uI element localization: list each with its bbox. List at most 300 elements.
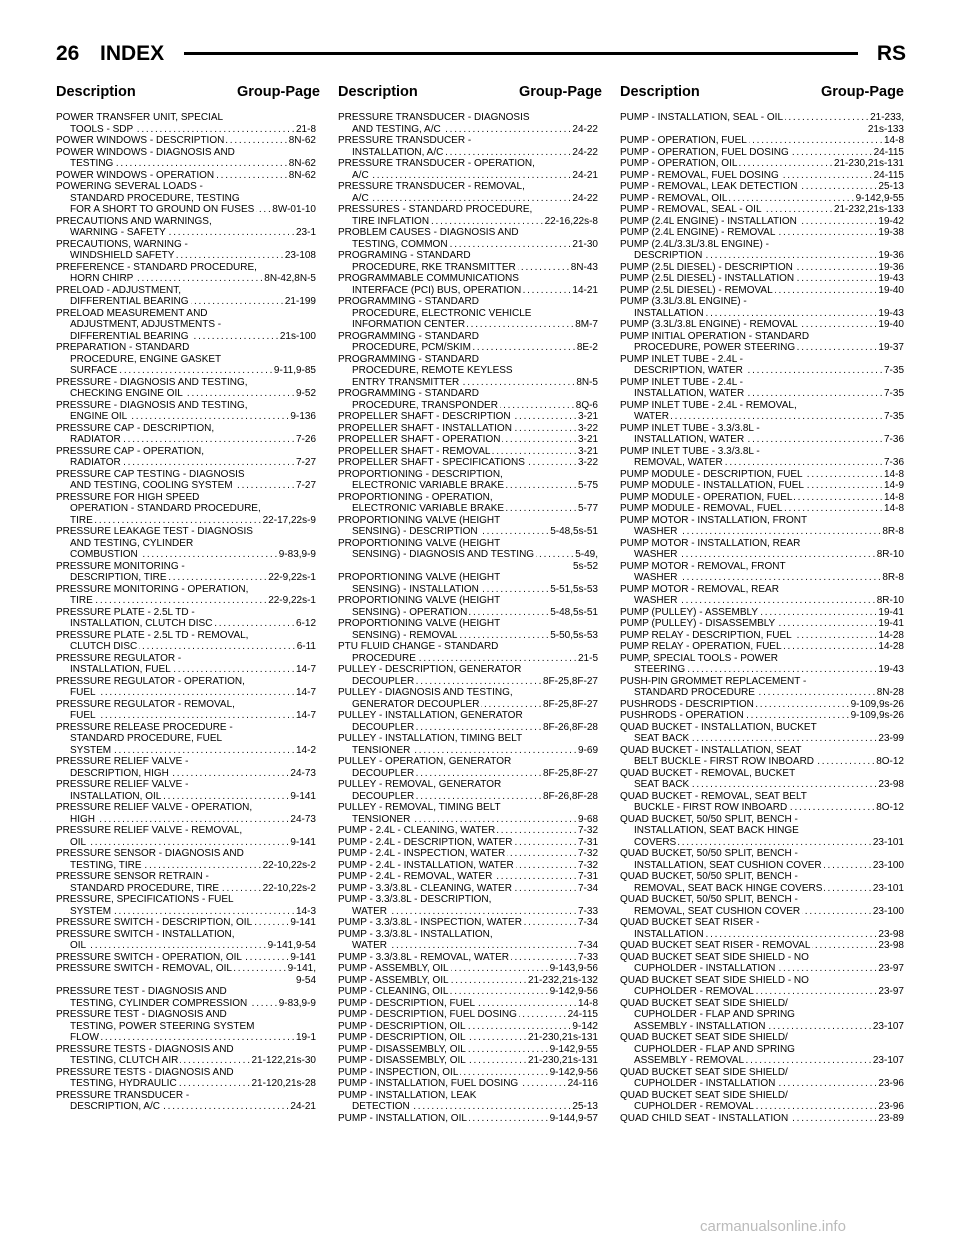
column-header-1 xyxy=(56,84,320,104)
entry-page-ref: 23-1 xyxy=(295,227,316,238)
entry-text: OIL xyxy=(70,836,87,848)
entry-text: PUSHRODS - DESCRIPTION xyxy=(620,698,754,710)
entry-text: ASSEMBLY - INSTALLATION xyxy=(634,1020,766,1032)
index-entry xyxy=(620,1113,904,1125)
entry-text: PROPORTIONING VALVE (HEIGHT xyxy=(338,595,501,606)
entry-page-ref: 5-48,5s-51 xyxy=(550,526,598,537)
dot-leader xyxy=(226,135,286,147)
entry-text: PUMP INLET TUBE - 3.3/3.8L - xyxy=(620,422,760,434)
page-title: INDEX xyxy=(100,42,165,65)
entry-page-ref: 21-230,21s-131 xyxy=(527,1032,598,1043)
entry-text: PULLEY - INSTALLATION, GENERATOR xyxy=(338,710,523,721)
entry-text: DECOUPLER xyxy=(352,767,415,779)
entry-text: DESCRIPTION, TIRE xyxy=(70,572,167,583)
entry-text: ENTRY TRANSMITTER xyxy=(352,376,460,388)
entry-text: PUMP - OPERATION, FUEL xyxy=(620,135,747,146)
entry-page-ref: 23-101 xyxy=(872,836,904,848)
entry-text: PROGRAMING - STANDARD xyxy=(338,250,471,261)
entry-page-ref: 8R-10 xyxy=(876,595,904,606)
entry-page-ref: 19-43 xyxy=(878,664,904,675)
entry-page-ref: 23-96 xyxy=(878,1078,904,1089)
dot-leader xyxy=(502,434,576,446)
dot-leader xyxy=(416,768,541,780)
entry-text: INSTALLATION, SEAT CUSHION COVER xyxy=(634,859,822,871)
entry-page-ref: 19-36 xyxy=(878,250,904,261)
dot-leader xyxy=(805,469,882,481)
index-entry xyxy=(338,837,598,849)
dot-leader xyxy=(180,1055,249,1067)
entry-text: PRESSURES - STANDARD PROCEDURE, xyxy=(338,204,533,215)
dot-leader xyxy=(777,618,876,630)
index-entry xyxy=(620,181,904,193)
index-entry xyxy=(620,331,904,354)
entry-page-ref: 19-38 xyxy=(878,227,904,238)
index-entry xyxy=(620,710,904,722)
index-entry xyxy=(620,492,904,504)
entry-text: PRESSURE TRANSDUCER - DIAGNOSIS xyxy=(338,112,530,123)
index-entry xyxy=(56,1009,316,1044)
index-entry xyxy=(338,515,598,538)
index-entry xyxy=(338,492,598,515)
entry-text: PROPELLER SHAFT - DESCRIPTION xyxy=(338,411,511,422)
dot-leader xyxy=(412,745,576,757)
dot-leader xyxy=(477,998,576,1010)
index-entry xyxy=(620,1090,904,1113)
entry-text: PROPORTIONING - DESCRIPTION, xyxy=(338,468,503,480)
entry-text: STANDARD PROCEDURE, FUEL xyxy=(70,733,223,744)
index-entry xyxy=(56,825,316,848)
column-header-group-page: Group-Page xyxy=(821,84,904,100)
entry-text: TOOLS - SDP xyxy=(70,123,134,135)
dot-leader xyxy=(756,1101,877,1113)
dot-leader xyxy=(249,998,277,1010)
entry-page-ref: 14-8 xyxy=(883,468,904,480)
index-entry xyxy=(56,216,316,239)
entry-text: PUMP (2.5L DIESEL) - REMOVAL xyxy=(620,284,773,296)
page-header xyxy=(56,40,906,76)
dot-leader xyxy=(234,963,286,975)
entry-page-ref: 7-26 xyxy=(295,434,316,445)
index-entry xyxy=(620,480,904,492)
entry-text: REMOVAL, WATER xyxy=(634,457,723,468)
entry-page-ref-continued: 9-54 xyxy=(295,974,316,986)
dot-leader xyxy=(784,503,882,515)
entry-text: PRESSURE RELIEF VALVE - xyxy=(56,779,189,790)
index-entry xyxy=(56,469,316,492)
entry-page-ref: 9-52 xyxy=(295,388,316,399)
entry-page-ref: 8F-26,8F-28 xyxy=(542,790,598,802)
entry-text: QUAD BUCKET SEAT SIDE SHIELD - NO xyxy=(620,974,809,986)
entry-page-ref: 24-115 xyxy=(873,169,904,181)
index-entry xyxy=(56,342,316,377)
entry-text: PUMP - OPERATION, OIL xyxy=(620,158,738,169)
entry-text: FOR A SHORT TO GROUND ON FUSES xyxy=(70,204,255,215)
entry-text: INSTALLATION, WATER xyxy=(634,434,745,445)
index-entry xyxy=(620,503,904,515)
entry-text: PUMP - REMOVAL, SEAL - OIL xyxy=(620,204,762,215)
entry-text: PROGRAMMING - STANDARD xyxy=(338,330,479,342)
entry-page-ref: 24-115 xyxy=(873,146,904,158)
entry-text: DETECTION xyxy=(352,1101,410,1112)
entry-page-ref: 23-100 xyxy=(872,859,904,871)
entry-page-ref: 8M-7 xyxy=(575,319,598,330)
index-entry xyxy=(338,802,598,825)
dot-leader xyxy=(191,296,283,308)
entry-page-ref: 7-34 xyxy=(577,882,598,894)
entry-text: INSTALLATION, A/C xyxy=(352,146,444,158)
entry-text: TESTING, POWER STEERING SYSTEM xyxy=(70,1020,255,1032)
entry-text: CLUTCH DISC xyxy=(70,641,138,652)
entry-text: QUAD BUCKET, 50/50 SPLIT, BENCH - xyxy=(620,848,798,859)
index-entry xyxy=(338,1044,598,1056)
dot-leader xyxy=(749,135,882,147)
index-entry xyxy=(338,952,598,964)
entry-text: PUMP - DESCRIPTION, OIL xyxy=(338,1020,466,1032)
dot-leader xyxy=(516,860,576,872)
index-entry xyxy=(56,676,316,699)
entry-page-ref: 24-73 xyxy=(290,767,316,779)
entry-text: PRESSURE TESTS - DIAGNOSIS AND xyxy=(56,1043,234,1055)
index-entry xyxy=(620,653,904,676)
entry-page-ref: 21-8 xyxy=(295,123,316,135)
entry-text: PUMP MODULE - REMOVAL, FUEL xyxy=(620,503,783,514)
entry-text: PUMP (2.4L/3.3L/3.8L ENGINE) - xyxy=(620,238,769,250)
entry-page-ref: 21-5 xyxy=(577,652,598,664)
index-entry xyxy=(338,158,598,181)
entry-page-ref: 24-22 xyxy=(572,123,598,135)
dot-leader xyxy=(144,860,261,872)
entry-text: PROCEDURE, TRANSPONDER xyxy=(352,399,498,411)
dot-leader xyxy=(775,285,877,297)
dot-leader xyxy=(445,147,570,159)
entry-text: PRESSURE REGULATOR - REMOVAL, xyxy=(56,698,235,710)
index-entry xyxy=(56,170,316,182)
index-entry xyxy=(56,699,316,722)
index-entry xyxy=(620,917,904,940)
entry-text: SENSING) - DIAGNOSIS AND TESTING xyxy=(352,549,535,560)
entry-text: TESTING, COMMON xyxy=(352,238,448,250)
entry-page-ref: 19-43 xyxy=(878,307,904,319)
entry-text: PUMP - ASSEMBLY, OIL xyxy=(338,974,449,986)
entry-page-ref: 7-34 xyxy=(577,940,598,951)
index-entry xyxy=(338,871,598,883)
entry-text: DESCRIPTION xyxy=(634,250,703,261)
entry-page-ref: 8F-26,8F-28 xyxy=(542,721,598,733)
dot-leader xyxy=(746,710,849,722)
index-entry xyxy=(620,618,904,630)
entry-page-ref: 9-144,9-57 xyxy=(549,1112,598,1124)
entry-text: PROGRAMMABLE COMMUNICATIONS xyxy=(338,273,519,284)
entry-text: PUMP MODULE - INSTALLATION, FUEL xyxy=(620,480,804,491)
index-entry xyxy=(620,894,904,917)
entry-page-ref: 14-8 xyxy=(883,135,904,146)
index-entry xyxy=(56,1067,316,1090)
entry-page-ref: 14-28 xyxy=(878,629,904,641)
dot-leader xyxy=(221,883,261,895)
entry-text: TIRE INFLATION xyxy=(352,215,430,227)
entry-text: STEERING xyxy=(634,664,686,675)
entry-text: COVERS xyxy=(634,836,677,848)
entry-page-ref: 7-35 xyxy=(883,388,904,399)
index-entry xyxy=(338,469,598,492)
dot-leader xyxy=(704,250,876,262)
index-entry xyxy=(620,296,904,319)
dot-leader xyxy=(777,963,876,975)
entry-page-ref: 14-7 xyxy=(295,687,316,698)
entry-text: PUMP (3.3L/3.8L ENGINE) - REMOVAL xyxy=(620,319,798,330)
entry-page-ref: 24-115 xyxy=(567,1009,598,1020)
index-entry xyxy=(620,1067,904,1090)
entry-page-ref: 7-32 xyxy=(577,859,598,871)
entry-page-ref: 19-40 xyxy=(878,284,904,296)
dot-leader xyxy=(371,170,571,182)
index-entry xyxy=(56,239,316,262)
entry-text: PULLEY - REMOVAL, GENERATOR xyxy=(338,779,502,790)
entry-page-ref: 5-48,5s-51 xyxy=(550,606,598,618)
entry-text: SENSING) - OPERATION xyxy=(352,606,468,618)
entry-text: PRESSURE RELIEF VALVE - xyxy=(56,756,189,767)
index-entry xyxy=(620,262,904,274)
dot-leader xyxy=(756,986,877,998)
index-entry xyxy=(620,204,904,216)
index-entry xyxy=(620,745,904,768)
dot-leader xyxy=(520,1078,565,1090)
dot-leader xyxy=(115,158,286,170)
dot-leader xyxy=(469,607,548,619)
index-entry xyxy=(338,929,598,952)
entry-page-ref: 14-8 xyxy=(577,997,598,1009)
index-entry xyxy=(56,423,316,446)
entry-page-ref: 8Q-6 xyxy=(575,399,598,411)
index-entry xyxy=(56,526,316,561)
index-entry xyxy=(338,595,598,618)
entry-text: INSTALLATION, CLUTCH DISC xyxy=(70,618,213,629)
entry-text: PUMP INITIAL OPERATION - STANDARD xyxy=(620,330,810,342)
index-entry xyxy=(620,699,904,711)
dot-leader xyxy=(459,630,548,642)
entry-text: PUMP - DESCRIPTION, FUEL DOSING xyxy=(338,1009,517,1020)
index-entry xyxy=(620,147,904,159)
entry-page-ref: 8F-25,8F-27 xyxy=(542,698,598,710)
entry-text: SURFACE xyxy=(70,365,118,376)
entry-page-ref: 7-33 xyxy=(577,905,598,917)
dot-leader xyxy=(416,722,541,734)
entry-text: AND TESTING, A/C xyxy=(352,123,441,135)
dot-leader xyxy=(514,837,576,849)
entry-text: PUMP - ASSEMBLY, OIL xyxy=(338,963,449,974)
entry-page-ref: 24-21 xyxy=(290,1101,316,1112)
entry-text: PUMP INLET TUBE - 3.3/3.8L - xyxy=(620,445,760,457)
entry-page-ref: 24-22 xyxy=(572,192,598,204)
index-entry xyxy=(620,1032,904,1067)
dot-leader xyxy=(171,768,289,780)
entry-text: QUAD BUCKET SEAT SIDE SHIELD/ xyxy=(620,997,788,1009)
entry-text: PRESSURE, SPECIFICATIONS - FUEL xyxy=(56,894,234,905)
entry-text: PROPORTIONING - OPERATION, xyxy=(338,491,493,503)
entry-page-ref: 23-97 xyxy=(878,986,904,997)
entry-page-ref: 8R-8 xyxy=(882,526,904,537)
index-entry xyxy=(620,377,904,400)
entry-page-ref: 8N-5 xyxy=(576,376,598,388)
index-entry xyxy=(620,676,904,699)
index-entry xyxy=(338,1090,598,1113)
index-entry xyxy=(620,135,904,147)
index-entry xyxy=(338,883,598,895)
dot-leader xyxy=(800,319,877,331)
index-entry xyxy=(338,963,598,975)
entry-text: PUMP - DESCRIPTION, OIL xyxy=(338,1032,466,1043)
entry-text: PRELOAD MEASUREMENT AND xyxy=(56,307,208,319)
dot-leader xyxy=(460,1067,547,1079)
entry-text: PRESSURE RELEASE PROCEDURE - xyxy=(56,721,233,733)
dot-leader xyxy=(824,883,870,895)
entry-text: PRESSURE MONITORING - OPERATION, xyxy=(56,583,249,595)
dot-leader xyxy=(214,618,294,630)
dot-leader xyxy=(140,549,277,561)
index-entry xyxy=(56,848,316,871)
entry-page-ref: 8N-62 xyxy=(288,169,316,181)
entry-text: RADIATOR xyxy=(70,457,121,468)
index-entry xyxy=(338,446,598,458)
entry-text: PUMP - 3.3/3.8L - CLEANING, WATER xyxy=(338,882,512,894)
entry-text: INTERFACE (PCI) BUS, OPERATION xyxy=(352,284,522,296)
index-entry xyxy=(338,986,598,998)
dot-leader xyxy=(678,837,871,849)
entry-text: FUEL xyxy=(70,710,96,721)
entry-page-ref: 7-32 xyxy=(577,825,598,836)
entry-text: POWER WINDOWS - DIAGNOSIS AND xyxy=(56,146,235,158)
dot-leader xyxy=(450,986,547,998)
index-entry xyxy=(56,917,316,929)
index-entry xyxy=(56,400,316,423)
dot-leader xyxy=(806,480,882,492)
entry-page-ref: 8R-10 xyxy=(876,549,904,560)
watermark: carmanualsonline.info xyxy=(700,1218,846,1235)
dot-leader xyxy=(536,549,573,561)
index-entry xyxy=(338,538,598,573)
dot-leader xyxy=(794,630,877,642)
entry-page-ref: 19-43 xyxy=(878,273,904,284)
entry-text: STANDARD PROCEDURE xyxy=(634,687,755,698)
entry-text: QUAD BUCKET SEAT SIDE SHIELD/ xyxy=(620,1032,788,1043)
entry-text: PREFERENCE - STANDARD PROCEDURE, xyxy=(56,261,257,273)
index-entry xyxy=(620,561,904,584)
index-entry xyxy=(56,1044,316,1067)
entry-text: PUSHRODS - OPERATION xyxy=(620,710,744,721)
entry-text: SYSTEM xyxy=(70,744,112,756)
dot-leader xyxy=(113,906,294,918)
entry-page-ref: 14-8 xyxy=(883,503,904,514)
index-entry xyxy=(620,768,904,791)
entry-text: A/C xyxy=(352,169,369,181)
entry-text: PUMP - 2.4L - CLEANING, WATER xyxy=(338,825,496,836)
entry-text: STANDARD PROCEDURE, TESTING xyxy=(70,192,240,204)
entry-text: PRELOAD - ADJUSTMENT, xyxy=(56,284,182,296)
index-entry xyxy=(338,664,598,687)
entry-text: PUMP - 2.4L - INSTALLATION, WATER xyxy=(338,859,514,871)
entry-text: PUSH-PIN GROMMET REPLACEMENT - xyxy=(620,675,807,687)
entry-text: PUMP - DISASSEMBLY, OIL xyxy=(338,1043,466,1055)
entry-text: INFORMATION CENTER xyxy=(352,319,466,330)
index-entry xyxy=(620,630,904,642)
entry-page-ref: 21-233, xyxy=(870,112,904,123)
entry-text: TIRE xyxy=(70,514,93,526)
index-entry xyxy=(338,331,598,354)
entry-text: PRESSURE TRANSDUCER - xyxy=(56,1089,190,1101)
index-entry xyxy=(338,779,598,802)
entry-page-ref: 7-36 xyxy=(883,457,904,468)
entry-text: PRESSURE TEST - DIAGNOSIS AND xyxy=(56,986,227,997)
dot-leader xyxy=(794,492,882,504)
entry-page-ref: 24-73 xyxy=(290,813,316,825)
entry-text: QUAD BUCKET - INSTALLATION, BUCKET xyxy=(620,721,817,733)
entry-text: QUAD BUCKET - REMOVAL, BUCKET xyxy=(620,767,796,779)
entry-page-ref: 7-35 xyxy=(883,365,904,376)
index-entry xyxy=(338,1067,598,1079)
index-entry xyxy=(620,227,904,239)
entry-text: PROBLEM CAUSES - DIAGNOSIS AND xyxy=(338,227,519,238)
entry-text: PRESSURE SWITCH - INSTALLATION, xyxy=(56,928,235,940)
entry-text: PRESSURE SWITCH - DESCRIPTION, OIL xyxy=(56,917,253,928)
index-entry xyxy=(620,607,904,619)
dot-leader xyxy=(506,480,576,492)
index-entry xyxy=(56,262,316,285)
index-entry xyxy=(338,434,598,446)
dot-leader xyxy=(680,549,875,561)
index-entry xyxy=(620,446,904,469)
entry-text: PUMP - 3.3/3.8L - INSTALLATION, xyxy=(338,928,493,940)
dot-leader xyxy=(176,250,282,262)
index-entry xyxy=(56,181,316,216)
entry-page-ref: 23-89 xyxy=(878,1112,904,1124)
entry-page-ref: 24-21 xyxy=(572,169,598,181)
index-entry xyxy=(338,917,598,929)
entry-text: CUPHOLDER - FLAP AND SPRING xyxy=(634,1043,795,1055)
entry-page-ref: 7-35 xyxy=(883,411,904,422)
index-entry xyxy=(56,952,316,964)
index-entry xyxy=(620,216,904,228)
column-header-group-page: Group-Page xyxy=(519,84,602,100)
entry-text: PROPORTIONING VALVE (HEIGHT xyxy=(338,618,501,629)
entry-text: PUMP MOTOR - REMOVAL, FRONT xyxy=(620,560,786,572)
entry-text: SENSING) - DESCRIPTION xyxy=(352,526,478,537)
index-entry xyxy=(338,572,598,595)
entry-text: PROCEDURE, REMOTE KEYLESS xyxy=(352,365,513,376)
dot-leader xyxy=(746,388,882,400)
entry-text: QUAD BUCKET - REMOVAL, SEAT BELT xyxy=(620,790,807,802)
entry-page-ref: 19-41 xyxy=(878,606,904,618)
entry-text: PROCEDURE, POWER STEERING xyxy=(634,342,796,353)
index-entry xyxy=(56,1090,316,1113)
entry-page-ref: 24-116 xyxy=(567,1078,598,1089)
entry-page-ref: 19-1 xyxy=(295,1032,316,1043)
index-entry xyxy=(56,446,316,469)
index-column-2 xyxy=(338,112,598,1124)
dot-leader xyxy=(519,1009,566,1021)
entry-page-ref: 22-9,22s-1 xyxy=(268,595,316,606)
entry-page-ref: 23-108 xyxy=(284,250,316,261)
entry-text: POWER TRANSFER UNIT, SPECIAL xyxy=(56,112,224,123)
index-entry xyxy=(620,848,904,871)
index-entry xyxy=(620,170,904,182)
index-entry xyxy=(338,1021,598,1033)
index-entry xyxy=(56,653,316,676)
index-entry xyxy=(620,952,904,975)
entry-text: PUMP - DESCRIPTION, FUEL xyxy=(338,997,476,1009)
index-entry xyxy=(338,1078,598,1090)
entry-text: A/C xyxy=(352,192,369,204)
entry-text: PRESSURE - DIAGNOSIS AND TESTING, xyxy=(56,376,248,388)
